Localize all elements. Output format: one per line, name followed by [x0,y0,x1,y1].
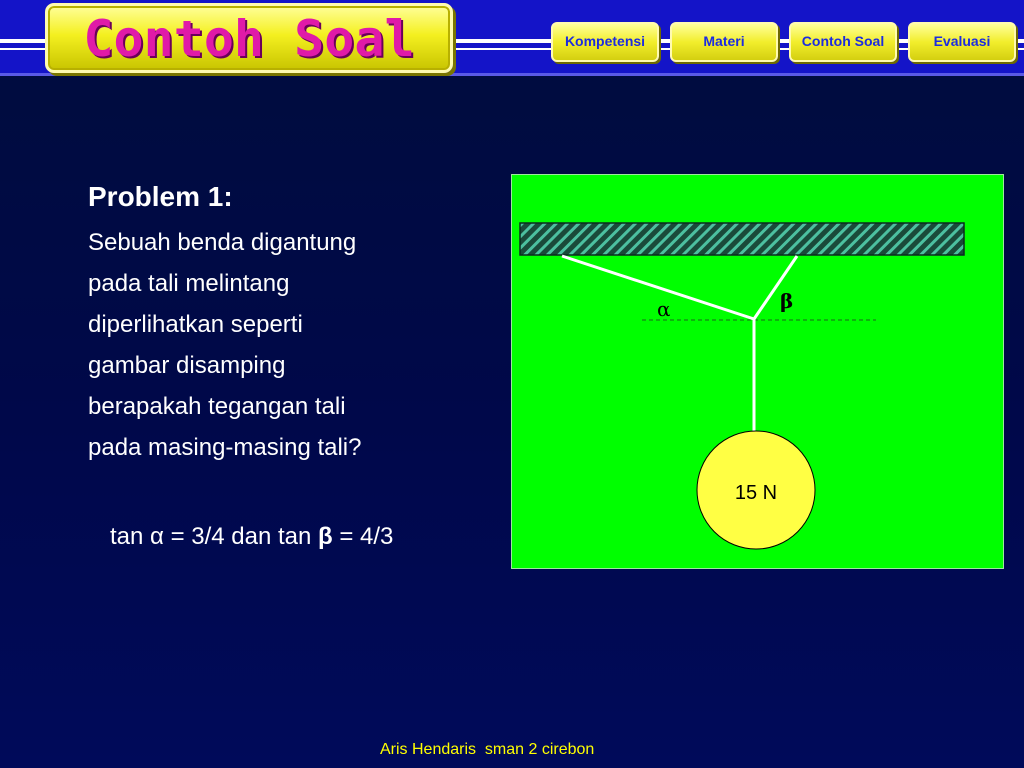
formula-part: = 4/3 [332,523,394,550]
weight-label: 15 N [734,482,778,504]
footer-credit: Aris Hendaris sman 2 cirebon [380,741,595,758]
nav-button-contoh-soal[interactable]: Contoh Soal [789,22,897,62]
formula-part: = 3/4 dan tan [163,523,319,550]
beta-symbol: β [318,523,333,550]
formula [110,523,393,551]
formula-part: tan [110,523,151,550]
alpha-label: α [657,297,671,321]
problem-line: Sebuah benda digantung [88,229,357,256]
diagram-svg [512,175,1005,570]
problem-title: Problem 1: [88,181,233,212]
problem-line: gambar disamping [88,352,286,379]
problem-line: berapakah tegangan tali [88,393,346,420]
title-plate [45,3,453,73]
page-title: Contoh Soal [83,10,415,68]
force-diagram [511,174,1004,569]
header-divider [0,73,1024,76]
beta-label: β [780,289,794,313]
nav-button-evaluasi[interactable]: Evaluasi [908,22,1016,62]
nav-button-kompetensi[interactable]: Kompetensi [551,22,659,62]
nav-button-materi[interactable]: Materi [670,22,778,62]
problem-line: pada tali melintang [88,270,290,297]
ceiling-beam [520,223,964,255]
problem-line: diperlihatkan seperti [88,311,303,338]
alpha-symbol: α [150,523,164,550]
problem-line: pada masing-masing tali? [88,434,362,461]
